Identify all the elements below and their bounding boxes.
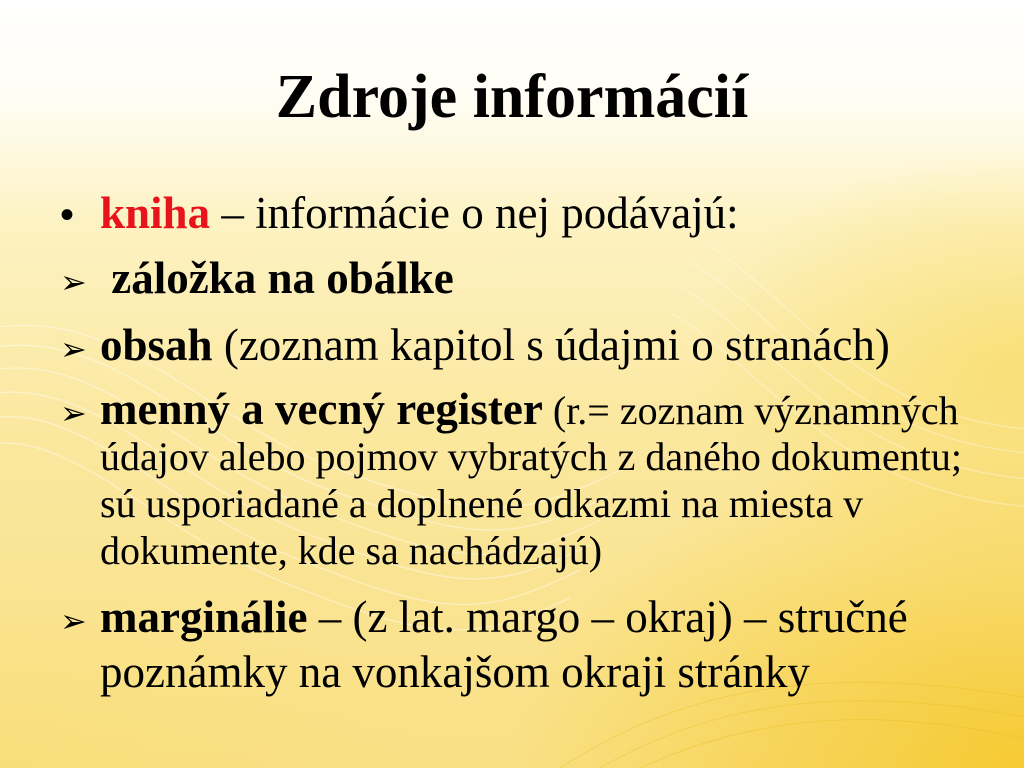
bullet-register-text: údajov alebo pojmov vybratých z daného dokumentu; [100,434,963,479]
term-kniha: kniha [100,188,211,238]
arrow-bullet-icon: ➢ [60,394,87,432]
bullet-register-text: (r.= zoznam významných [542,388,959,433]
bullet-register-text: sú usporiadané a doplnené odkazmi na miesta v [100,481,864,526]
bullet-zalozka [60,252,454,308]
arrow-bullet-icon: ➢ [60,263,87,301]
bullet-register-line [60,386,962,433]
bullet-kniha-text: – informácie o nej podávajú: [210,188,739,238]
term-zalozka: záložka na obálke [100,253,454,303]
bullet-marginalie [60,590,908,700]
term-marginalie: marginálie [100,592,308,642]
arrow-bullet-icon: ➢ [60,330,87,368]
term-obsah: obsah [100,320,213,370]
arrow-bullet-icon: ➢ [60,602,87,640]
bullet-obsah-text: (zoznam kapitol s údajmi o stranách) [212,320,890,370]
bullet-marginalie-text: – (z lat. margo – okraj) – stručné [307,592,908,642]
bullet-marginalie-line [60,590,908,645]
bullet-register-text: dokumente, kde sa nachádzajú) [100,528,603,573]
term-register: menný a vecný register [100,384,543,434]
slide-title: Zdroje informácií [275,63,749,131]
bullet-kniha [60,187,739,241]
bullet-dot-icon: • [60,193,75,237]
bullet-marginalie-text: poznámky na vonkajšom okraji stránky [100,647,810,697]
bullet-register [60,386,962,574]
bullet-obsah [60,319,890,375]
